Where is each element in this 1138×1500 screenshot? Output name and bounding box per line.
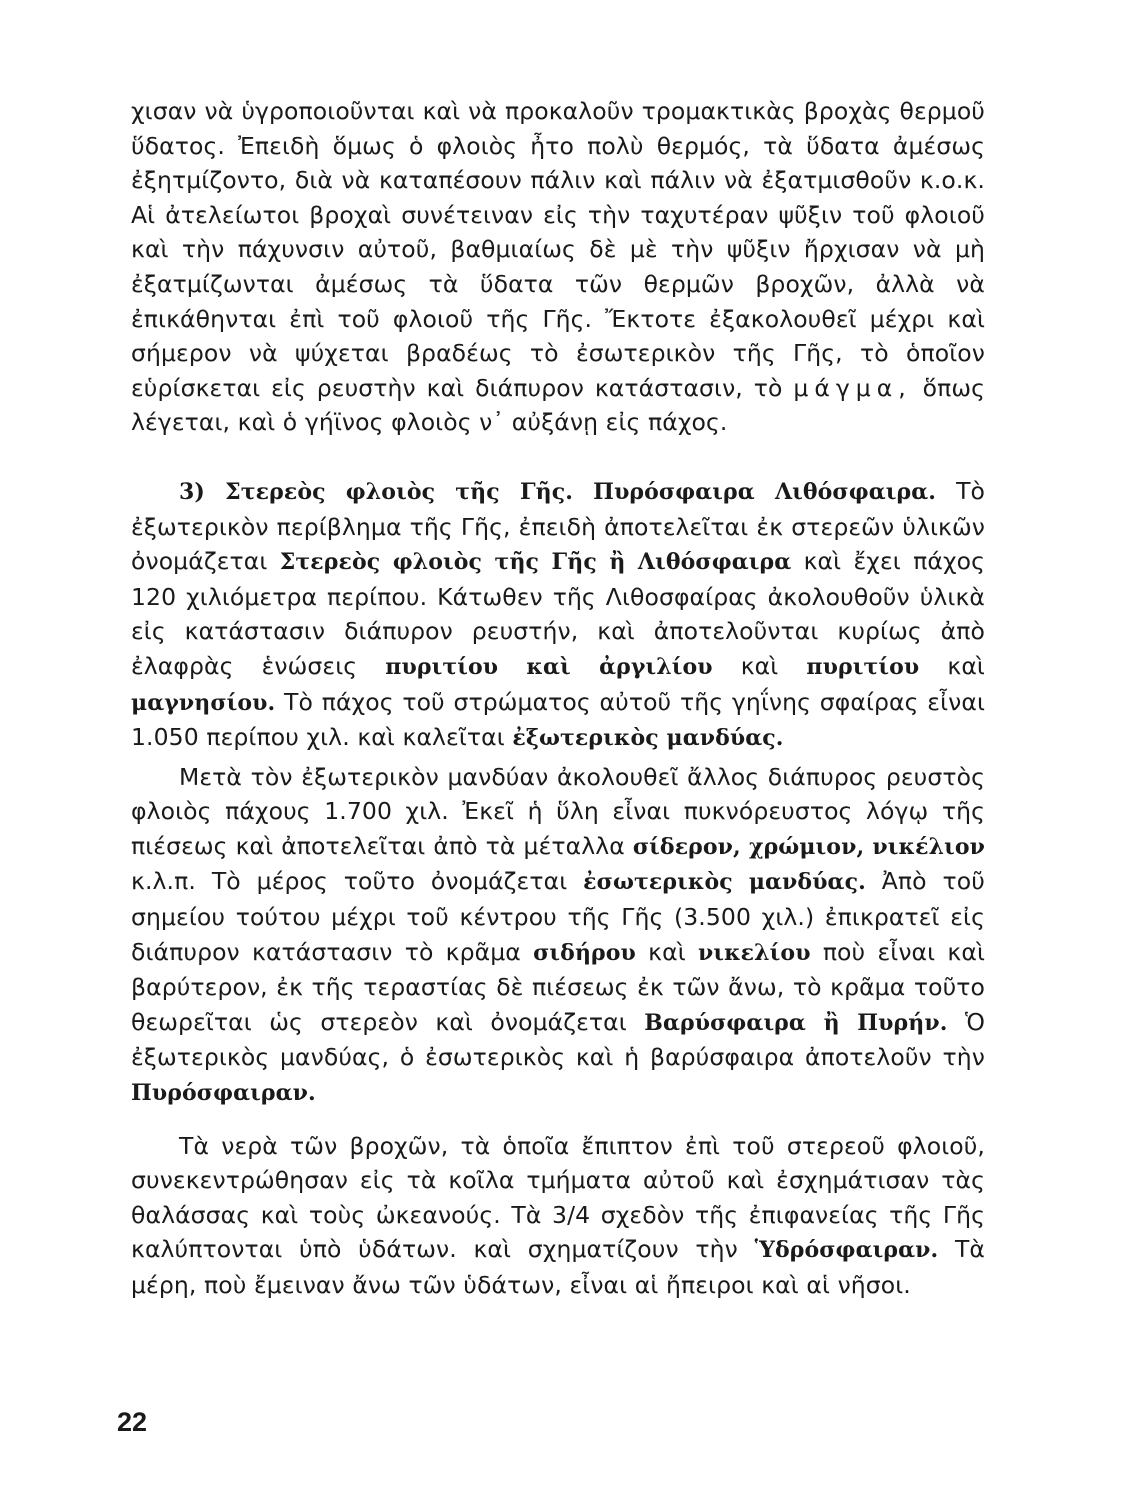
bold-term: ἐξωτερικὸς μανδύας.: [512, 725, 784, 752]
text-run: κ.λ.π. Τὸ μέρος τοῦτο ὀνομάζεται: [131, 867, 568, 896]
text-run: Τὸ πάχος τοῦ στρώματος αὐτοῦ τῆς γηΐνης σφαίρας εἶναι 1.050 περίπου χιλ. καὶ καλεῖται: [131, 687, 985, 752]
text-run: Ὁ ἐξωτερικὸς μανδύας, ὁ ἐσωτερικὸς καὶ ἡ βαρύσφαιρα ἀποτελοῦν τὴν: [131, 1007, 985, 1072]
bold-term: νικελίου: [697, 939, 811, 966]
bold-term: πυριτίου: [806, 653, 920, 680]
text-run: Τὰ νερὰ τῶν βροχῶν, τὰ ὁποῖα ἔπιπτον ἐπὶ τοῦ στερεοῦ φλοιοῦ, συνεκεντρώθησαν εἰς τὰ κοῖλα τμήματα αὐτοῦ καὶ ἐσχημάτισαν τὰς θαλάσσας καὶ τοὺς ὠκεανούς. Τὰ 3/4 σχεδὸν τῆς ἐπιφανείας τῆς Γῆς καλύπτονται ὑπὸ ὑδάτων. καὶ σχηματίζουν τὴν: [131, 1131, 985, 1264]
text-run: καὶ: [947, 651, 985, 680]
bold-term: σίδερον, χρώμιον, νικέλιον: [632, 833, 985, 860]
section-heading: 3) Στερεὸς φλοιὸς τῆς Γῆς. Πυρόσφαιρα Λιθόσφαιρα.: [179, 478, 937, 505]
text-run: ποὺ εἶναι καὶ βαρύτερον, ἐκ τῆς τεραστίας δὲ πιέσεως ἐκ τῶν ἄνω, τὸ κρᾶμα τοῦτο θεωρεῖται ὡς στερεὸν καὶ ὀνομάζεται: [131, 937, 985, 1036]
text-run: ὅπως λέγεται, καὶ ὁ γήϊνος φλοιὸς ν᾿ αὐξάνῃ εἰς πάχος.: [131, 373, 985, 437]
text-run: Ἀπὸ τοῦ σημείου τούτου μέχρι τοῦ κέντρου τῆς Γῆς (3.500 χιλ.) ἐπικρατεῖ εἰς διάπυρον κατάστασιν τὸ κρᾶμα: [131, 867, 985, 966]
text-run: καὶ: [740, 651, 779, 680]
bold-term: Ὑδρόσφαιραν.: [754, 1237, 939, 1264]
paragraph-magma: [131, 94, 985, 440]
text-run: καὶ: [648, 937, 686, 966]
paragraph-pyrosphere: [131, 760, 985, 1111]
bold-term: πυριτίου καὶ ἀργιλίου: [385, 653, 713, 680]
bold-term: Βαρύσφαιρα ἢ Πυρήν.: [644, 1009, 948, 1036]
bold-term: Στερεὸς φλοιὸς τῆς Γῆς ἢ Λιθόσφαιρα: [279, 549, 792, 576]
text-run: χισαν νὰ ὑγροποιοῦνται καὶ νὰ προκαλοῦν τρομακτικὰς βροχὰς θερμοῦ ὕδατος. Ἐπειδὴ ὅμως ὁ φλοιὸς ἦτο πολὺ θερμός, τὰ ὕδατα ἀμέσως ἐξητμίζοντο, διὰ νὰ καταπέσουν πάλιν καὶ πάλιν νὰ ἐξατμισθοῦν κ.ο.κ. Αἱ ἀτελείωτοι βροχαὶ συνέτειναν εἰς τὴν ταχυτέραν ψῦξιν τοῦ φλοιοῦ καὶ τὴν πάχυνσιν αὐτοῦ, βαθμιαίως δὲ μὲ τὴν ψῦξιν ἤρχισαν νὰ μὴ ἐξατμίζωνται ἀμέσως τὰ ὕδατα τῶν θερμῶν βροχῶν, ἀλλὰ νὰ ἐπικάθηνται ἐπὶ τοῦ φλοιοῦ τῆς Γῆς. Ἔκτοτε ἐξακολουθεῖ μέχρι καὶ σήμερον νὰ ψύχεται βραδέως τὸ ἐσωτερικὸν τῆς Γῆς, τὸ ὁποῖον εὑρίσκεται εἰς ρευστὴν καὶ διάπυρον κατάστασιν, τὸ: [131, 97, 985, 402]
spaced-term-magma: μάγμα,: [793, 373, 912, 402]
paragraph-lithosphere: [131, 474, 985, 756]
bold-term: Πυρόσφαιραν.: [131, 1080, 316, 1107]
text-run: Τὸ ἐξωτερικὸν περίβλημα τῆς Γῆς, ἐπειδὴ ἀποτελεῖται ἐκ στερεῶν ὑλικῶν ὀνομάζεται: [131, 476, 985, 576]
bold-term: ἐσωτερικὸς μανδύας.: [583, 869, 866, 896]
text-run: καὶ ἔχει πάχος 120 χιλιόμετρα περίπου. Κάτωθεν τῆς Λιθοσφαίρας ἀκολουθοῦν ὑλικὰ εἰς κατάστασιν διάπυρον ρευστήν, καὶ ἀποτελοῦνται κυρίως ἀπὸ ἐλαφρὰς ἑνώσεις: [131, 547, 986, 680]
bold-term: μαγνησίου.: [131, 689, 276, 716]
body-text: [131, 94, 985, 1303]
bold-term: σιδήρου: [533, 939, 636, 966]
text-run: Τὰ μέρη, ποὺ ἔμειναν ἄνω τῶν ὑδάτων, εἶναι αἱ ἤπειροι καὶ αἱ νῆσοι.: [131, 1235, 985, 1299]
page-number: 22: [117, 1407, 148, 1437]
text-run: Μετὰ τὸν ἐξωτερικὸν μανδύαν ἀκολουθεῖ ἄλλος διάπυρος ρευστὸς φλοιὸς πάχους 1.700 χιλ. Ἐκεῖ ἡ ὕλη εἶναι πυκνόρευστος λόγῳ τῆς πιέσεως καὶ ἀποτελεῖται ἀπὸ τὰ μέταλλα: [131, 762, 985, 860]
paragraph-hydrosphere: [131, 1129, 985, 1303]
